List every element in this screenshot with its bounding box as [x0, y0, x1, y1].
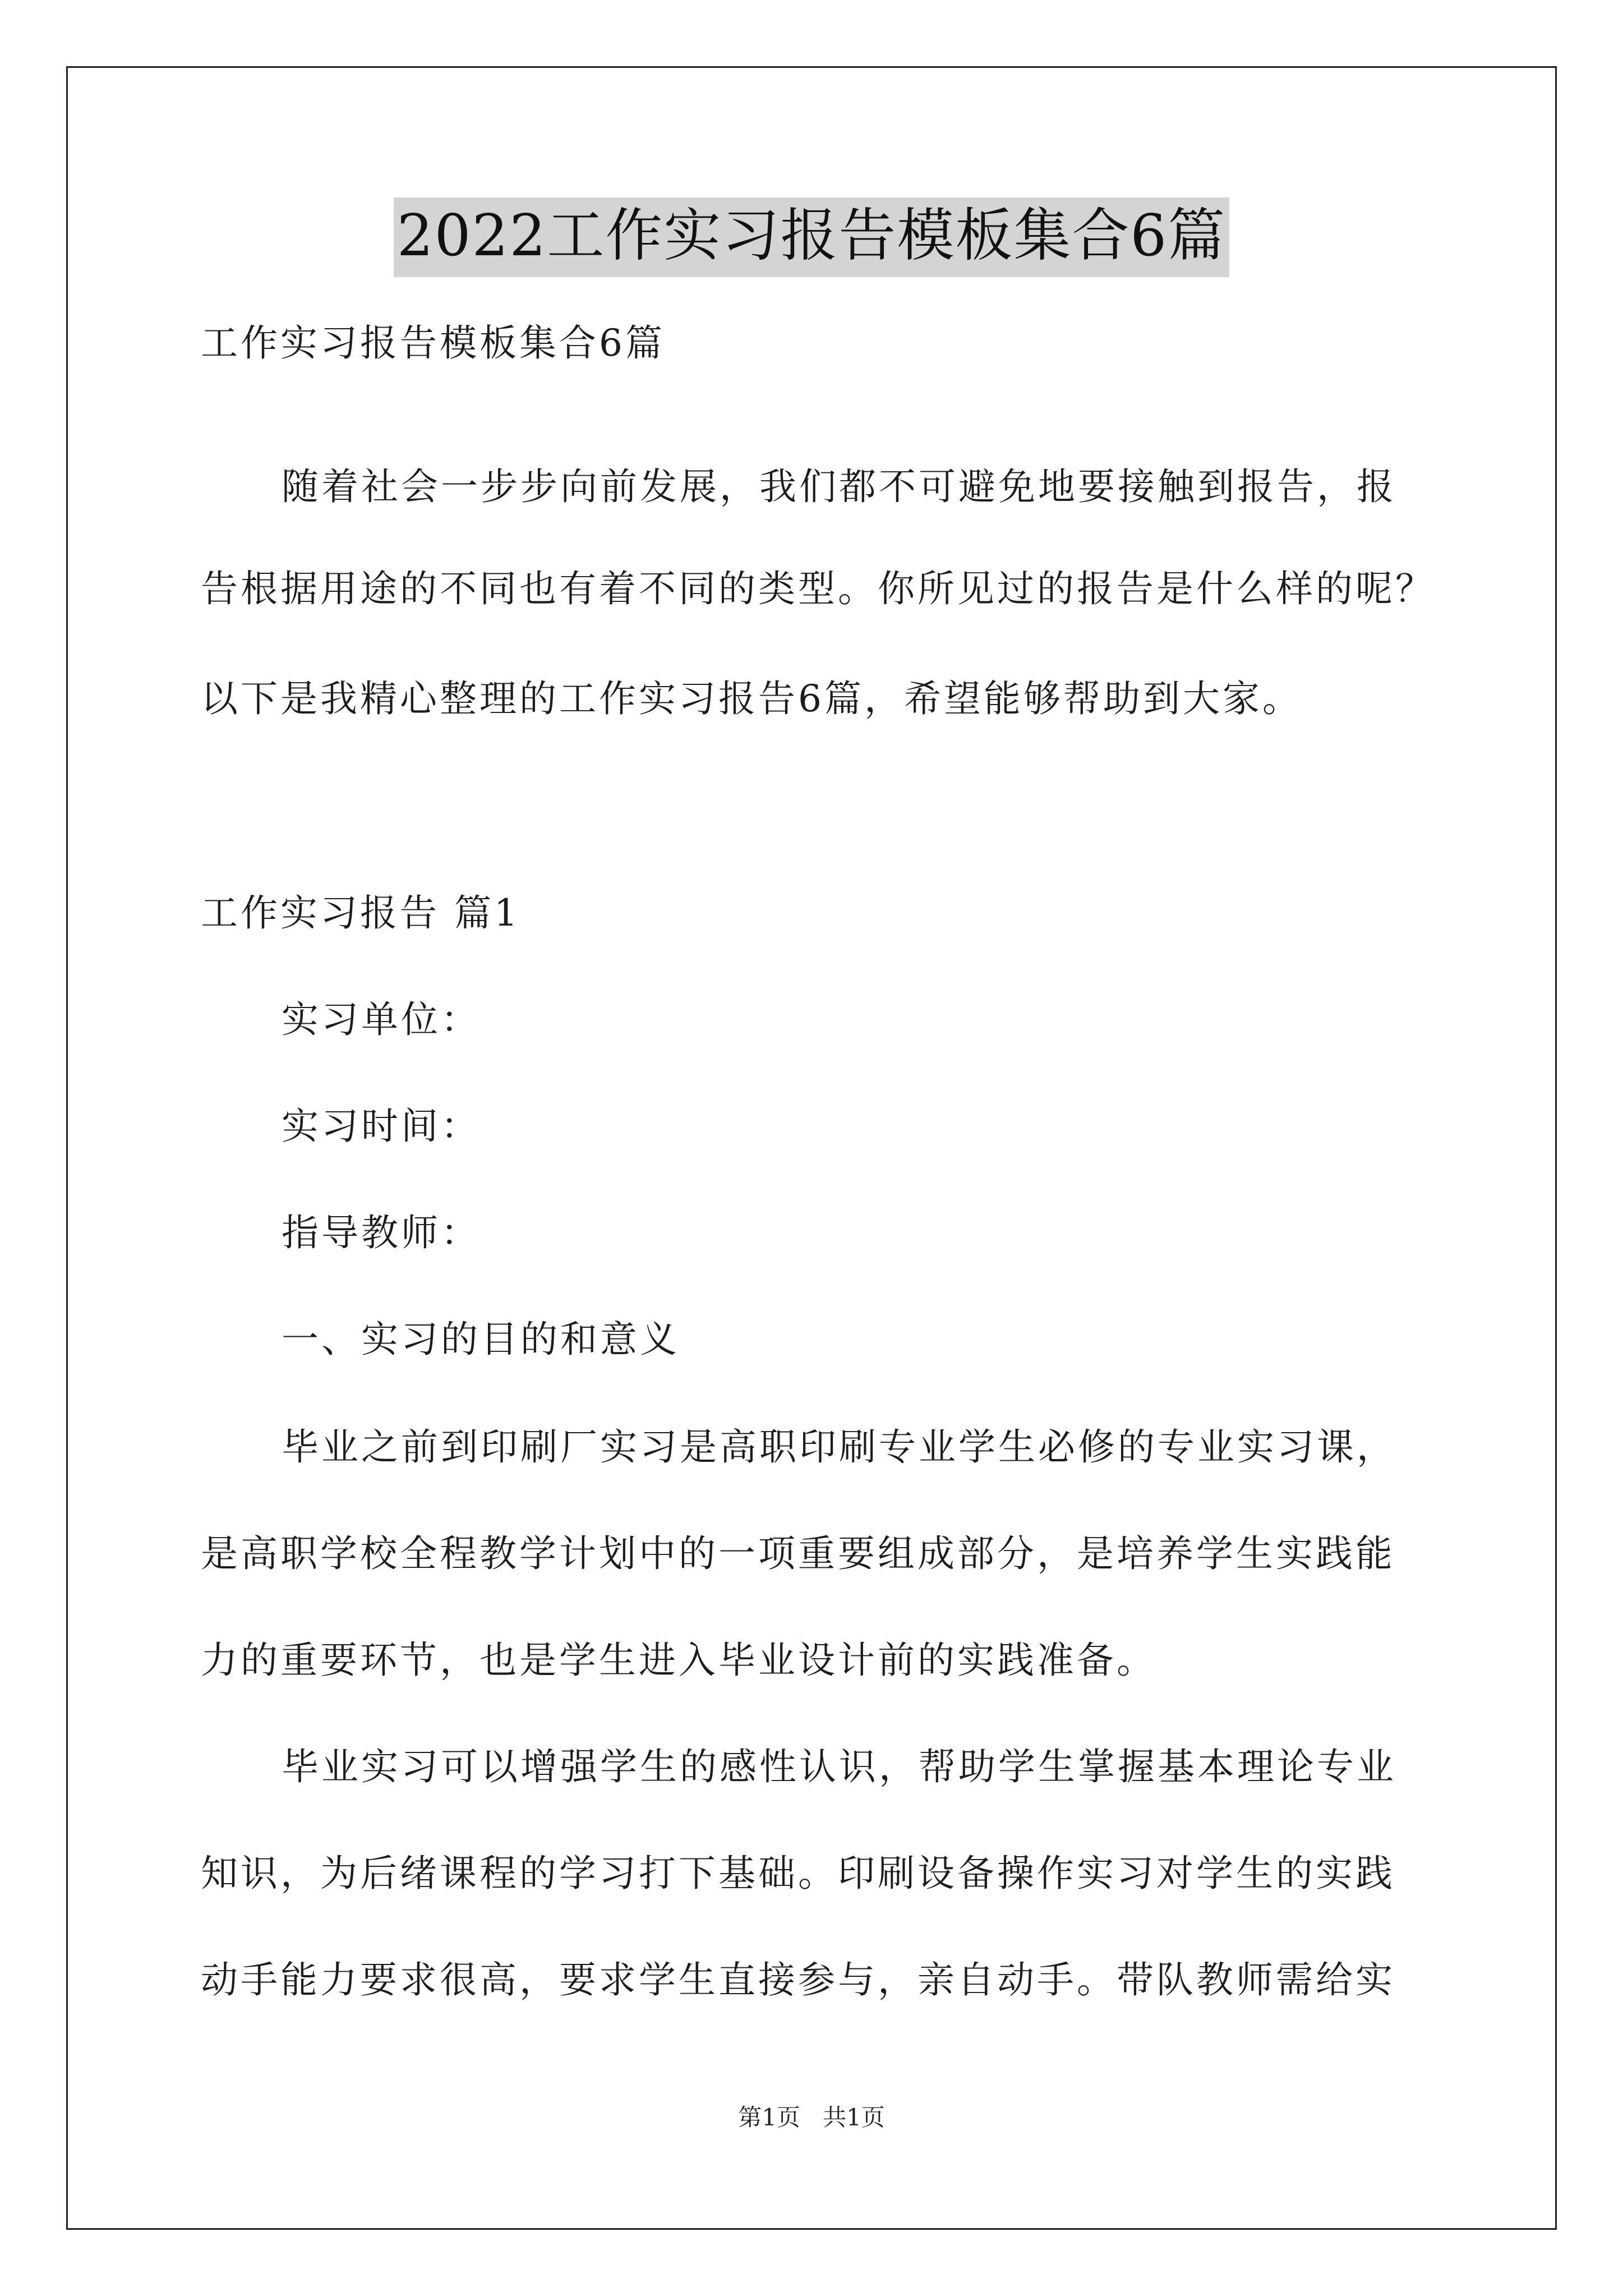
- body-line: 力的重要环节，也是学生进入毕业设计前的实践准备。: [201, 1639, 1156, 1682]
- body-line: 毕业实习可以增强学生的感性认识，帮助学生掌握基本理论专业: [282, 1745, 1396, 1788]
- subtitle-line: 工作实习报告模板集合6篇: [201, 321, 665, 365]
- body-line: 实习时间：: [282, 1105, 481, 1148]
- subsection-heading: 一、实习的目的和意义: [282, 1318, 680, 1361]
- body-line: 是高职学校全程教学计划中的一项重要组成部分，是培养学生实践能: [201, 1532, 1395, 1575]
- body-line: 随着社会一步步向前发展，我们都不可避免地要接触到报告，报: [282, 465, 1396, 508]
- body-line: 以下是我精心整理的工作实习报告6篇，希望能够帮助到大家。: [201, 677, 1302, 720]
- body-line: 毕业之前到印刷厂实习是高职印刷专业学生必修的专业实习课，: [282, 1425, 1396, 1469]
- document-title: 2022工作实习报告模板集合6篇: [394, 197, 1229, 277]
- body-line: 告根据用途的不同也有着不同的类型。你所见过的报告是什么样的呢？: [201, 567, 1435, 610]
- body-line: 动手能力要求很高，要求学生直接参与，亲自动手。带队教师需给实: [201, 1958, 1395, 2001]
- body-line: 指导教师：: [282, 1211, 481, 1254]
- section-heading: 工作实习报告 篇1: [201, 891, 520, 935]
- body-line: 知识，为后绪课程的学习打下基础。印刷设备操作实习对学生的实践: [201, 1852, 1395, 1895]
- title-container: [0, 197, 1623, 277]
- page-footer: 第1页 共1页: [738, 2104, 885, 2131]
- body-line: 实习单位：: [282, 998, 481, 1041]
